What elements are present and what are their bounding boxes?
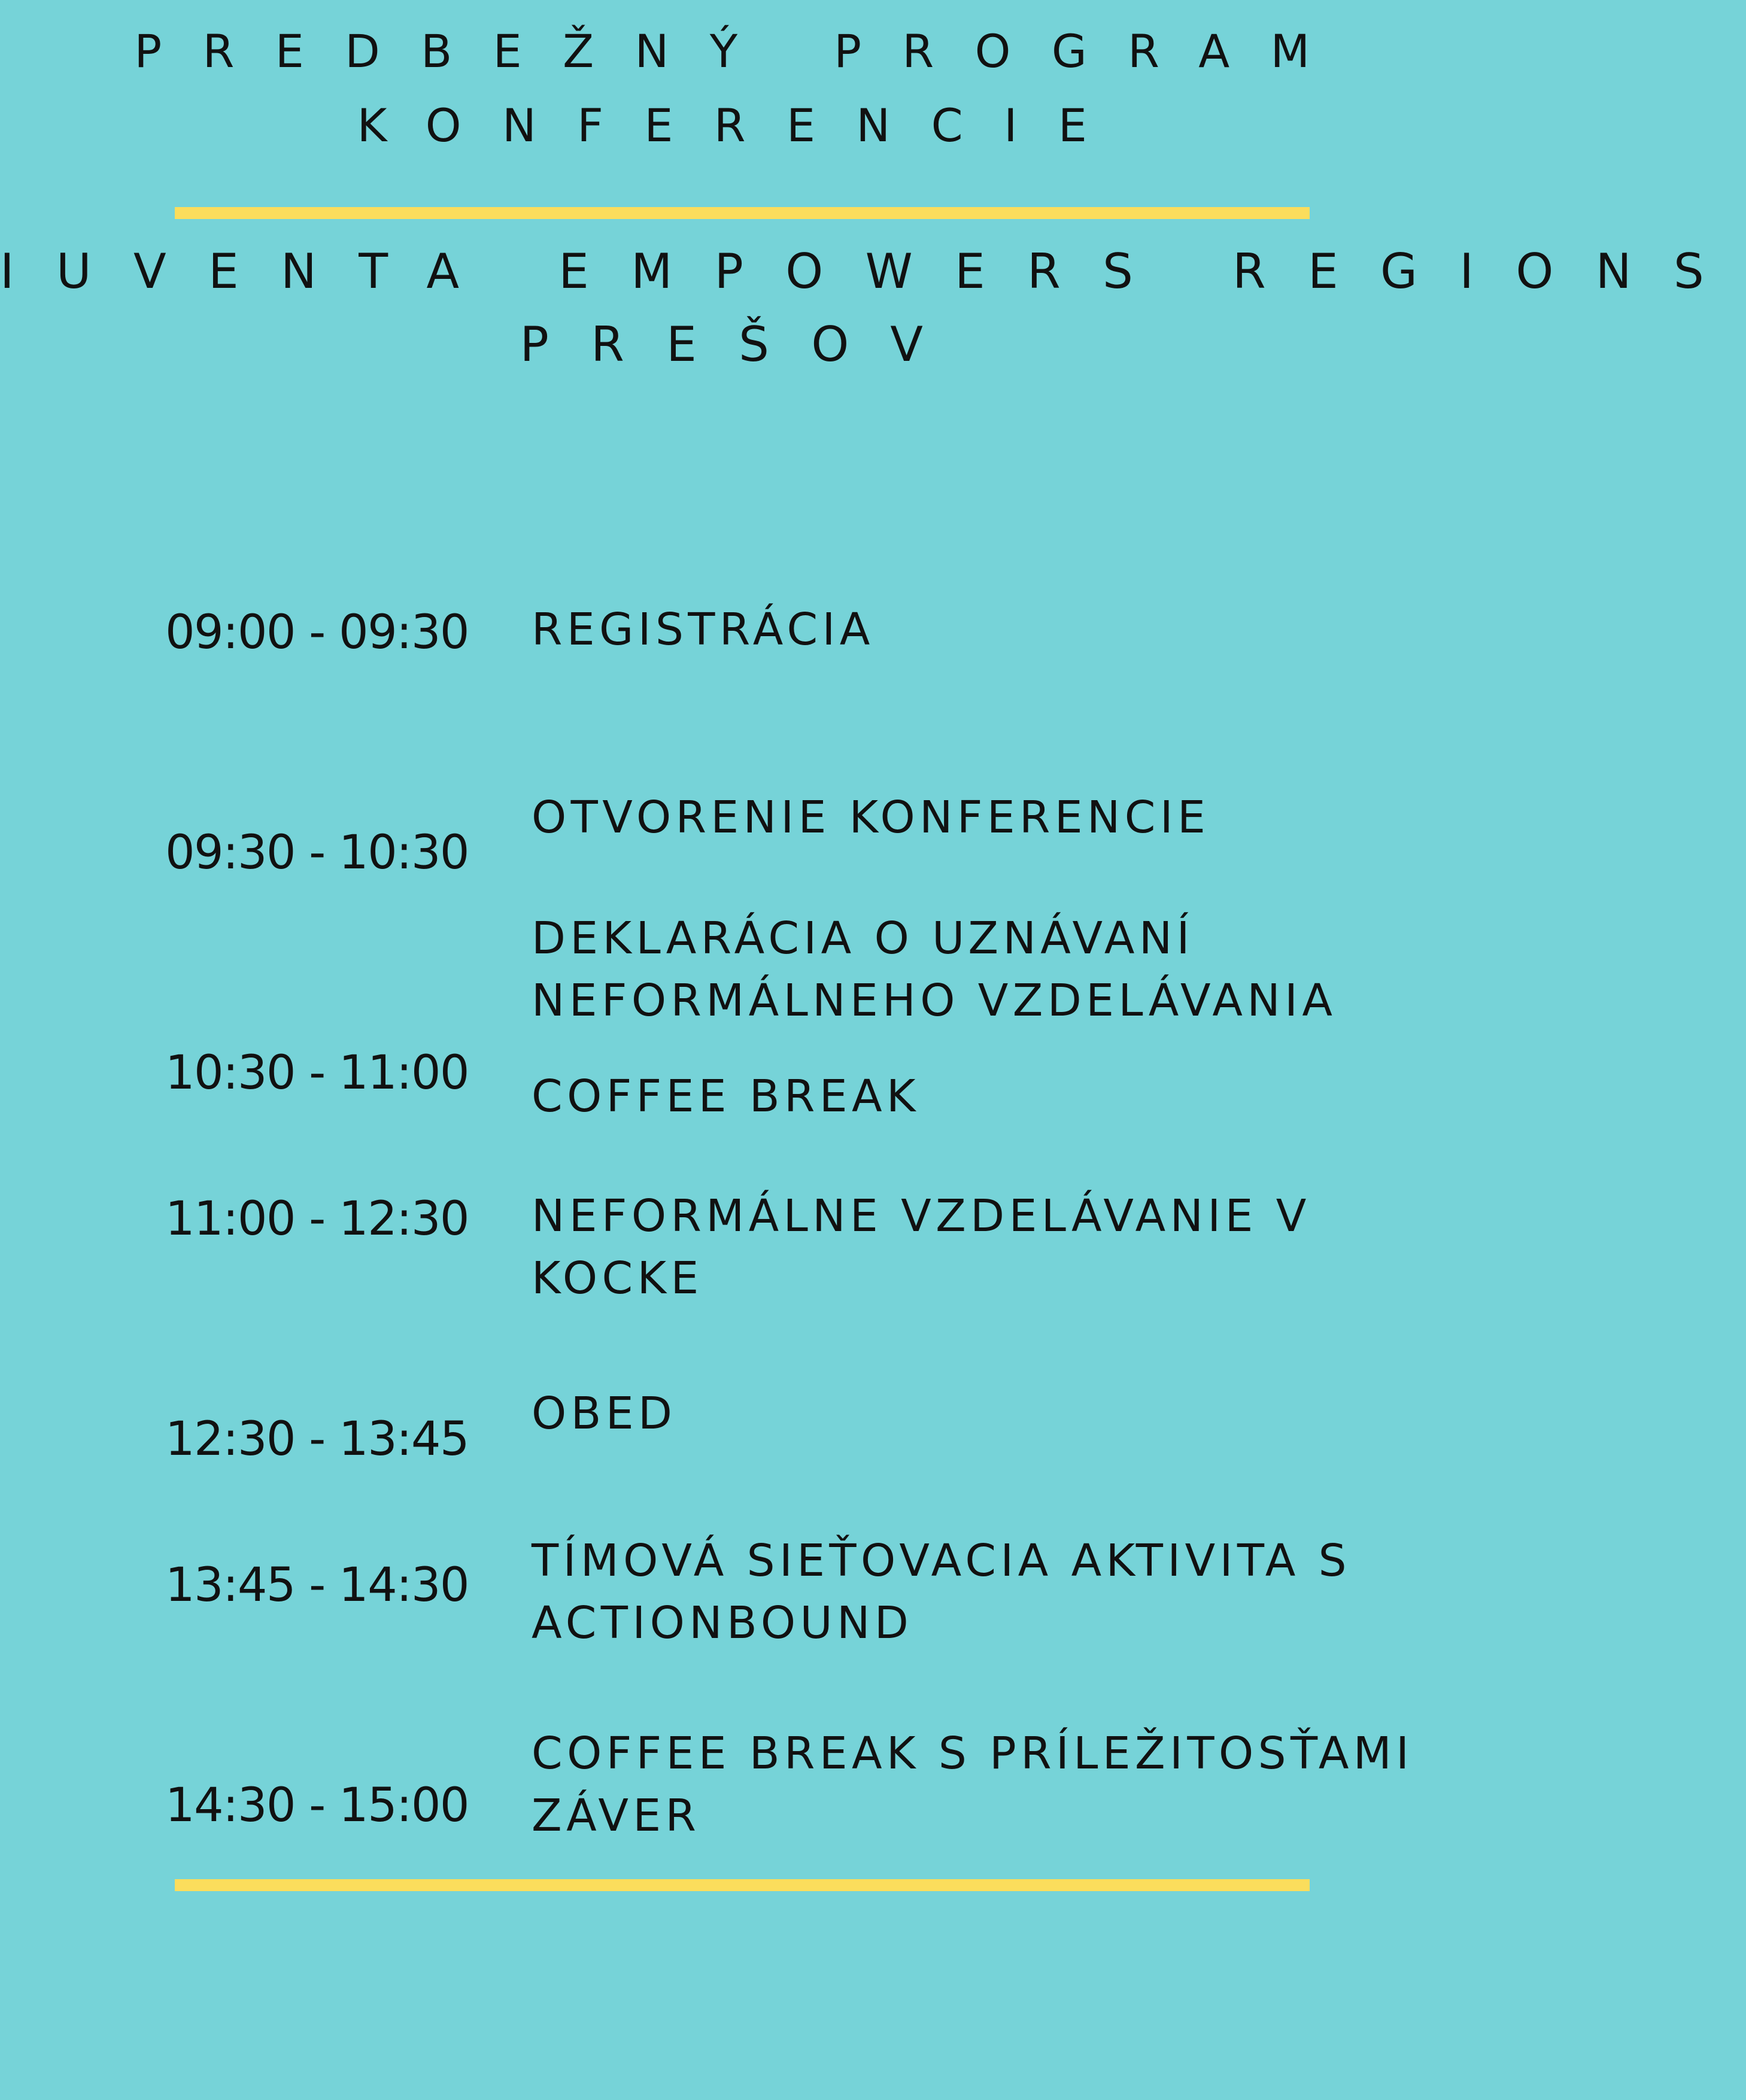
- schedule-item: [532, 598, 874, 661]
- schedule-item: [532, 1065, 920, 1128]
- item-text: COFFEE BREAK S PRÍLEŽITOSŤAMI: [532, 1728, 1414, 1779]
- time-slot: 14:30 - 15:00: [165, 1779, 469, 1832]
- title-line-2: KONFERENCIE: [357, 99, 1128, 152]
- item-text: OTVORENIE KONFERENCIE: [532, 792, 1210, 843]
- subtitle-line-2: PREŠOV: [520, 317, 965, 372]
- time-slot: 13:45 - 14:30: [165, 1558, 469, 1612]
- item-text: DEKLARÁCIA O UZNÁVANÍ: [532, 913, 1194, 964]
- time-slot: 11:00 - 12:30: [165, 1192, 469, 1246]
- schedule-item: [532, 907, 1337, 1032]
- item-text: COFFEE BREAK: [532, 1071, 920, 1122]
- item-text: NEFORMÁLNE VZDELÁVANIE V: [532, 1190, 1311, 1242]
- schedule-item: [532, 786, 1210, 849]
- time-slot: 12:30 - 13:45: [165, 1412, 469, 1466]
- time-slot: 09:00 - 09:30: [165, 606, 469, 660]
- item-text: OBED: [532, 1388, 677, 1439]
- schedule-item: [532, 1382, 676, 1445]
- item-text: ACTIONBOUND: [532, 1597, 913, 1649]
- title-line-1: PREDBEŽNÝ PROGRAM: [134, 25, 1351, 78]
- time-slot: 10:30 - 11:00: [165, 1046, 469, 1100]
- subtitle-line-1: IUVENTA EMPOWERS REGIONS: [0, 244, 1746, 299]
- item-text: ZÁVER: [532, 1790, 701, 1841]
- time-slot: 09:30 - 10:30: [165, 826, 469, 880]
- item-text: KOCKE: [532, 1253, 703, 1304]
- item-text: NEFORMÁLNEHO VZDELÁVANIA: [532, 975, 1337, 1026]
- item-text: REGISTRÁCIA: [532, 604, 874, 655]
- bottom-divider: [175, 1879, 1310, 1891]
- item-text: TÍMOVÁ SIEŤOVACIA AKTIVITA S: [532, 1535, 1352, 1587]
- schedule-item: [532, 1530, 1351, 1654]
- schedule-item: [532, 1722, 1413, 1847]
- top-divider: [175, 207, 1310, 219]
- schedule-item: [532, 1185, 1311, 1309]
